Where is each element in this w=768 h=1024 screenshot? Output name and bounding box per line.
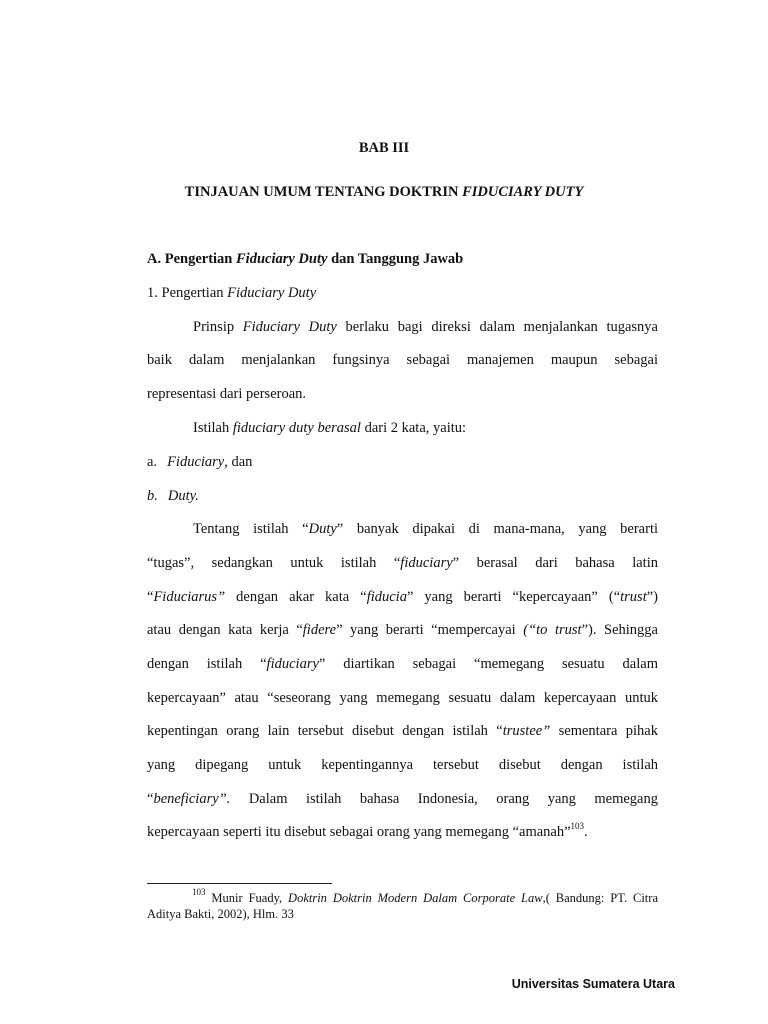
section-a-suffix: dan Tanggung Jawab <box>327 251 464 267</box>
para3-text: ” banyak dipakai di mana-mana, yang berarti <box>336 521 659 537</box>
subsection-heading-1 <box>147 285 316 302</box>
footnote-number: 103 <box>192 887 206 897</box>
chapter-title <box>0 184 768 201</box>
para3-text: “ <box>147 589 154 605</box>
para3-line6: kepercayaan” atau “seseorang yang memegang sesuatu dalam kepercayaan untuk <box>147 690 658 706</box>
list-item-a <box>147 454 252 471</box>
list-marker: a. <box>147 454 158 470</box>
section-a-prefix: A. Pengertian <box>147 251 236 267</box>
list-item-b <box>147 488 199 505</box>
para3-line7 <box>147 723 658 740</box>
para2-text: Istilah <box>193 420 233 436</box>
chapter-title-plain: TINJAUAN UMUM TENTANG DOKTRIN <box>184 184 463 200</box>
chapter-title-italic: FIDUCIARY DUTY <box>462 184 584 200</box>
para3-text: “ <box>147 791 154 807</box>
para3-text: ”) <box>646 589 658 605</box>
para3-text: . <box>584 824 588 840</box>
para3-line1 <box>193 521 658 538</box>
para3-text: ” yang berarti “kepercayaan” (“ <box>406 589 621 605</box>
para1-line2: baik dalam menjalankan fungsinya sebagai manajemen maupun sebagai <box>147 352 658 368</box>
footnote-line1 <box>147 887 658 906</box>
para3-italic: fiducia <box>366 589 407 605</box>
footnote-reference[interactable]: 103 <box>570 821 585 831</box>
para3-text: kepercayaan seperti itu disebut sebagai orang yang memegang “amanah” <box>147 824 571 840</box>
para3-line3 <box>147 589 658 606</box>
para3-italic: trust <box>620 589 647 605</box>
para1-text: Prinsip <box>193 319 243 335</box>
footnote-line2: Aditya Bakti, 2002), Hlm. 33 <box>147 907 294 921</box>
para3-text: Dalam istilah bahasa Indonesia, orang yang memegang <box>230 791 658 807</box>
footnote-divider <box>147 883 332 884</box>
footnote-text: Munir Fuady, <box>205 891 289 905</box>
section-heading-a <box>147 251 463 268</box>
para3-line2 <box>147 555 658 572</box>
para3-italic: Fiduciarus” <box>153 589 226 605</box>
para3-line4 <box>147 622 658 639</box>
para3-italic: trustee” <box>502 723 551 739</box>
para1-line3: representasi dari perseroan. <box>147 386 307 402</box>
para3-text: atau dengan kata kerja “ <box>147 622 303 638</box>
para3-line9 <box>147 791 658 808</box>
para1-italic: Fiduciary Duty <box>242 319 337 335</box>
footnote-text: ,( Bandung: PT. Citra <box>542 891 658 905</box>
chapter-label: BAB III <box>358 140 410 156</box>
para3-italic: fidere <box>302 622 337 638</box>
list-marker: b. <box>147 488 158 504</box>
list-item-text: , dan <box>224 454 253 470</box>
page-footer: Universitas Sumatera Utara <box>511 977 675 991</box>
para3-text: ” yang berarti “mempercayai <box>336 622 524 638</box>
para3-text: ” berasal dari bahasa latin <box>452 555 658 571</box>
para3-line10 <box>147 821 588 841</box>
section-a-italic: Fiduciary Duty <box>236 251 328 267</box>
para3-line8: yang dipegang untuk kepentingannya tersebut disebut dengan istilah <box>147 757 658 773</box>
para3-italic: Duty <box>308 521 337 537</box>
para3-text: “tugas”, sedangkan untuk istilah “ <box>147 555 401 571</box>
para3-text: ” diartikan sebagai “memegang sesuatu dalam <box>318 656 658 672</box>
subsection-1-italic: Fiduciary Duty <box>227 285 317 301</box>
para2-text: dari 2 kata, yaitu: <box>360 420 467 436</box>
para3-line5 <box>147 656 658 673</box>
para3-text: dengan akar kata “ <box>225 589 367 605</box>
para1-text: berlaku bagi direksi dalam menjalankan tugasnya <box>336 319 658 335</box>
para3-text: sementara pihak <box>550 723 658 739</box>
para3-text: dengan istilah “ <box>147 656 267 672</box>
para3-italic: beneficiary”. <box>153 791 231 807</box>
footnote-title: Doktrin Doktrin Modern Dalam Corporate Law <box>288 891 543 905</box>
list-item-italic: Duty. <box>167 488 199 504</box>
para2-italic: fiduciary duty berasal <box>232 420 361 436</box>
para1-line1 <box>193 319 658 336</box>
para3-italic: (“to trust <box>523 622 582 638</box>
subsection-1-prefix: 1. Pengertian <box>147 285 228 301</box>
para2-line <box>193 420 466 437</box>
para3-text: ”). Sehingga <box>581 622 658 638</box>
para3-italic: fiduciary <box>400 555 453 571</box>
para3-text: Tentang istilah “ <box>193 521 309 537</box>
para3-italic: fiduciary <box>266 656 319 672</box>
list-item-italic: Fiduciary <box>167 454 225 470</box>
para3-text: kepentingan orang lain tersebut disebut dengan istilah “ <box>147 723 503 739</box>
